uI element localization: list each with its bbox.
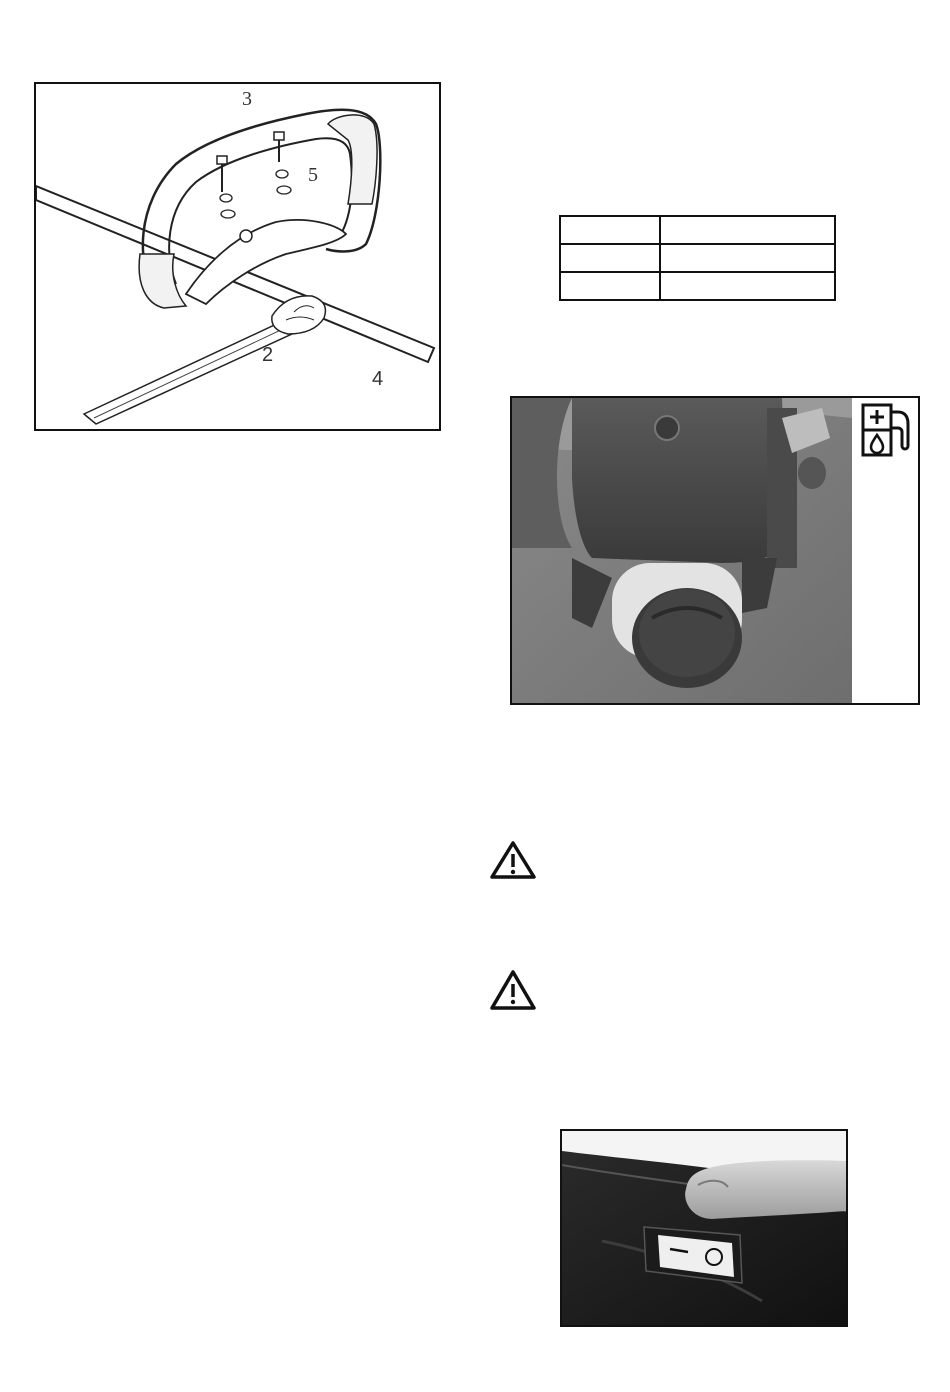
fuel-tank-photo: [512, 398, 852, 703]
table-cell: [660, 216, 835, 244]
callout-5: 5: [308, 164, 318, 186]
table-row: [560, 216, 835, 244]
table-cell: [660, 272, 835, 300]
table-cell: [660, 244, 835, 272]
fuel-tank-figure: [510, 396, 920, 705]
warning-triangle-icon: [489, 840, 537, 880]
table-cell: [560, 216, 660, 244]
table-cell: [560, 272, 660, 300]
table-cell: [560, 244, 660, 272]
callout-3: 3: [242, 88, 252, 110]
callout-2: 2: [262, 344, 274, 366]
stop-switch-figure: [560, 1129, 848, 1327]
handle-assembly-figure: [34, 82, 441, 431]
table-row: [560, 244, 835, 272]
fuel-pump-icon: [860, 402, 912, 458]
warning-triangle-icon: [489, 969, 537, 1011]
spec-table: [559, 215, 836, 301]
stop-switch-photo: [562, 1131, 846, 1325]
table-row: [560, 272, 835, 300]
callout-4: 4: [372, 368, 384, 390]
